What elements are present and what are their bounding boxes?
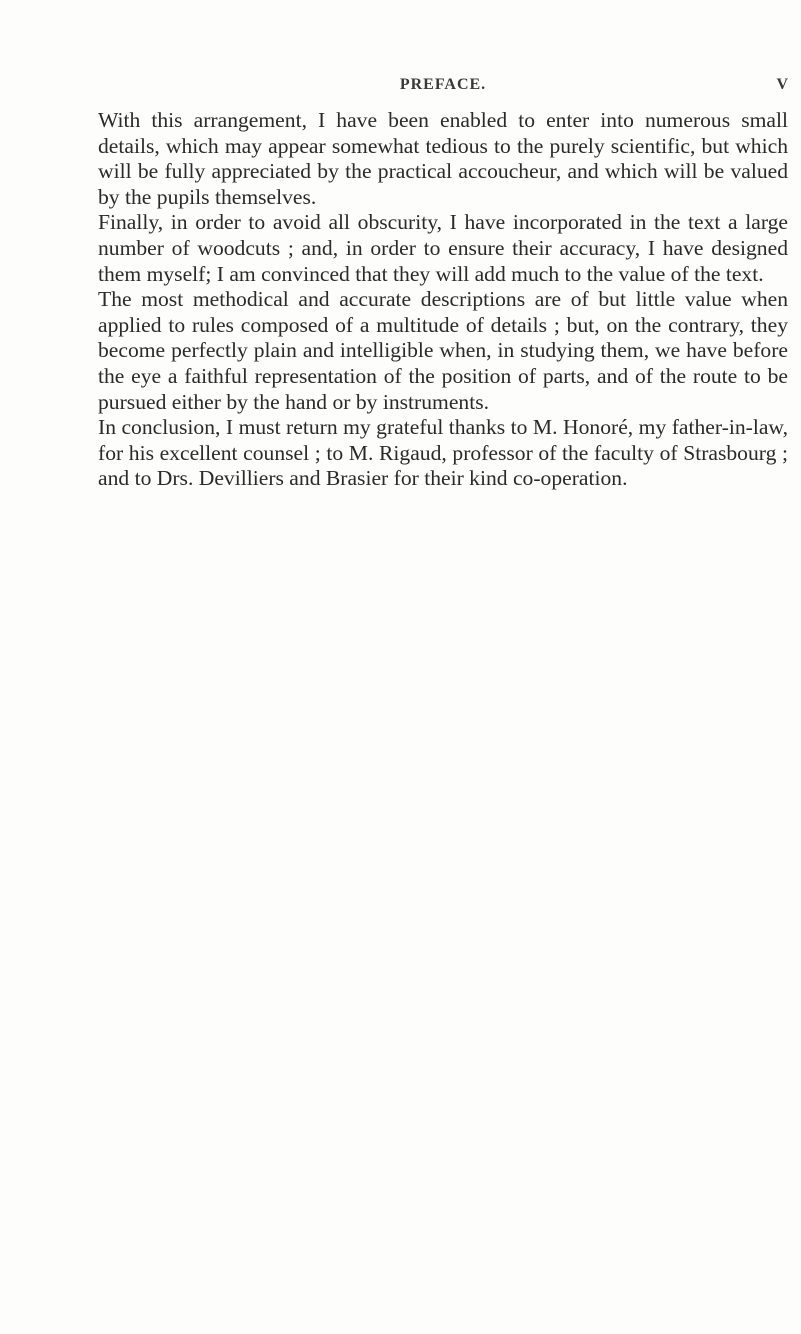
paragraph: In conclusion, I must return my grateful thanks to M. Honoré, my father-in-law, for his excellent counsel ; to M. Rigaud, professor of the faculty of Strasbourg ; and to Drs. Devilliers and Brasier for their kind co-operation. — [98, 415, 788, 491]
page-number: V — [776, 76, 788, 93]
running-head: PREFACE. — [399, 76, 487, 93]
paragraph: Finally, in order to avoid all obscurity, I have incorporated in the text a large number of woodcuts ; and, in order to ensure their accuracy, I have designed them myself; I am convinced that they will add much to the value of the text. — [98, 210, 788, 286]
paragraph: The most methodical and accurate descriptions are of but little value when applied to rules composed of a multitude of details ; but, on the contrary, they become perfectly plain and intelligible when, in studying them, we have before the eye a faithful representation of the position of parts, and of the route to be pursued either by the hand or by instruments. — [98, 287, 788, 414]
page-header — [98, 76, 788, 100]
preface-body — [98, 108, 788, 492]
paragraph: With this arrangement, I have been enabled to enter into numerous small details, which may appear somewhat tedious to the purely scientific, but which will be fully appreciated by the practical accoucheur, and which will be valued by the pupils themselves. — [98, 108, 788, 209]
